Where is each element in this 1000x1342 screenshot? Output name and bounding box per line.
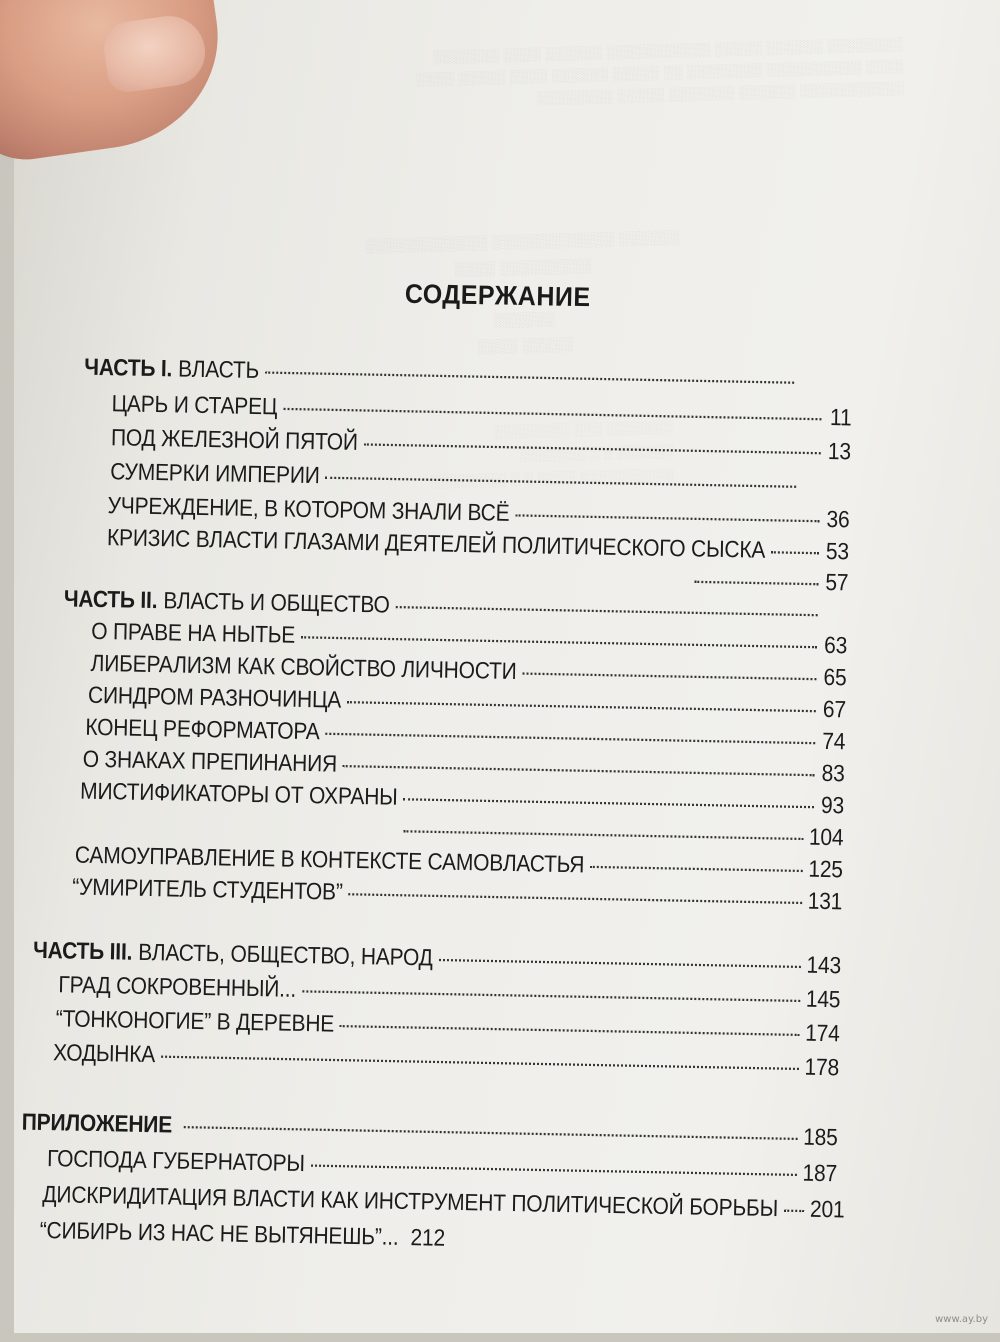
page-number: 67: [822, 697, 847, 724]
entry-title: “СИБИРЬ ИЗ НАС НЕ ВЫТЯНЕШЬ”...: [39, 1218, 398, 1252]
dot-leader: [439, 959, 801, 968]
dot-leader: [340, 1025, 799, 1036]
page-number: 11: [827, 405, 852, 432]
page-number: 143: [806, 952, 841, 980]
entry-title: ПОД ЖЕЛЕЗНОЙ ПЯТОЙ: [111, 425, 358, 457]
dot-leader: [349, 893, 802, 904]
page-title: СОДЕРЖАНИЕ: [397, 279, 598, 314]
page-number: 104: [809, 825, 844, 853]
page-number: 13: [827, 439, 852, 466]
dot-leader: [403, 830, 803, 840]
page-number: 185: [803, 1124, 838, 1152]
dot-leader: [404, 798, 815, 808]
entry-title: КРИЗИС ВЛАСТИ ГЛАЗАМИ ДЕЯТЕЛЕЙ ПОЛИТИЧЕСКОГО СЫСКА: [107, 525, 766, 565]
page-number: 63: [823, 633, 848, 660]
entry-title: ХОДЫНКА: [53, 1040, 156, 1069]
part-number: ЧАСТЬ II.: [64, 586, 158, 614]
entry-title: МИСТИФИКАТОРЫ ОТ ОХРАНЫ: [80, 779, 398, 812]
dot-leader: [590, 866, 802, 872]
dot-leader: [364, 443, 821, 454]
toc-entry: [111, 391, 851, 432]
entry-title: ГОСПОДА ГУБЕРНАТОРЫ: [47, 1146, 305, 1178]
part-number: ЧАСТЬ III.: [33, 938, 133, 966]
page-number: 212: [410, 1225, 445, 1253]
dot-leader: [771, 551, 819, 554]
page-number: 74: [821, 729, 846, 756]
entry-title: “ТОНКОНОГИЕ” В ДЕРЕВНЕ: [56, 1006, 335, 1038]
entry-title: ГРАД СОКРОВЕННЫЙ...: [58, 972, 296, 1003]
dot-leader: [396, 606, 818, 616]
dot-leader: [326, 477, 797, 488]
page-number: 201: [810, 1197, 837, 1224]
page-number: 131: [807, 889, 842, 917]
entry-title: СИНДРОМ РАЗНОЧИНЦА: [88, 683, 342, 715]
entry-title: КОНЕЦ РЕФОРМАТОРА: [85, 715, 320, 746]
bleed-through-credits: ░░░░░░░ ░░░ ░░░░░░░░ ░░░░░░ ░ ░ ░░░░░░░ ░░░░░░░░░░ ░░░░ ░ ░ ░░░░░░░░: [313, 415, 675, 497]
dot-leader: [265, 371, 794, 383]
page-number: 93: [820, 793, 845, 820]
page-number: 145: [806, 986, 841, 1014]
dot-leader: [515, 514, 819, 522]
toc-entry-continued: [688, 567, 848, 597]
dot-leader: [343, 765, 815, 776]
page-number: 57: [824, 570, 849, 597]
dot-leader: [326, 733, 816, 745]
entry-title: “УМИРИТЕЛЬ СТУДЕНТОВ”: [72, 874, 343, 906]
entry-title: ЦАРЬ И СТАРЕЦ: [111, 391, 277, 421]
dot-leader: [784, 1210, 804, 1213]
toc-entry: [53, 1040, 839, 1082]
dot-leader: [522, 672, 816, 680]
entry-title: ВЛАСТЬ, ОБЩЕСТВО, НАРОД: [138, 940, 433, 971]
page-number: 174: [805, 1020, 840, 1048]
entry-title: СУМЕРКИ ИМПЕРИИ: [110, 459, 320, 490]
bleed-through-imprint: ░░░░░░ ░░░░░░░░░░░░ ░░░░░░░░░░░░ ░░░░░░░░░ ░░░░ ░░░░░░ ░░░░░ ░░░░: [312, 222, 735, 364]
entry-title: О ПРАВЕ НА НЫТЬЕ: [91, 619, 295, 650]
appendix-title: ПРИЛОЖЕНИЕ: [22, 1109, 173, 1138]
dot-leader: [184, 1126, 797, 1140]
toc-entry: [47, 1146, 837, 1188]
toc-entry: [111, 425, 851, 466]
entry-title: САМОУПРАВЛЕНИЕ В КОНТЕКСТЕ САМОВЛАСТЬЯ: [75, 842, 585, 879]
dot-leader: [347, 701, 816, 712]
watermark: www.ay.by: [935, 1314, 988, 1325]
page-number: 65: [822, 665, 847, 692]
dot-leader: [283, 408, 821, 421]
page-number: 187: [802, 1160, 837, 1188]
page-number: 83: [820, 761, 845, 788]
entry-title: УЧРЕЖДЕНИЕ, В КОТОРОМ ЗНАЛИ ВСЁ: [107, 493, 509, 528]
dot-leader: [301, 636, 817, 648]
dot-leader: [311, 1164, 797, 1176]
toc-entry: [110, 459, 826, 500]
entry-title: ВЛАСТЬ И ОБЩЕСТВО: [163, 588, 390, 618]
part-number: ЧАСТЬ I.: [84, 355, 172, 382]
dot-leader: [161, 1056, 798, 1070]
toc-part-heading: [84, 355, 824, 396]
toc-entry: [42, 1182, 836, 1224]
toc-appendix-heading: [22, 1109, 838, 1152]
bleed-through-text: ░░░░░░░░ ░░░░░░ ░░░░░ ░░░░░░░░░░░ ░░░░░░ ░░░░ ░░░░░░░ ░░░░ ░░░░░░░░░░ ░░░░░░░░ ░░ ░░░░░ ░░░░░░ ░░░░ ░░░░░ ░░░░ ░░░░░░░░░░░ ░░░░░░ ░░░░░░░ ░░░░░ ░░░░░░░░: [263, 33, 905, 117]
dot-leader: [302, 990, 800, 1002]
entry-title: О ЗНАКАХ ПРЕПИНАНИЯ: [83, 747, 338, 779]
entry-title: ЛИБЕРАЛИЗМ КАК СВОЙСТВО ЛИЧНОСТИ: [90, 651, 516, 686]
page-number: 53: [825, 539, 850, 566]
entry-title: ВЛАСТЬ: [178, 356, 259, 383]
toc-entry-continued: [397, 817, 843, 852]
page-number: 178: [804, 1054, 839, 1082]
dot-leader: [694, 581, 818, 586]
page-number: 125: [808, 857, 843, 885]
entry-title: ДИСКРИДИТАЦИЯ ВЛАСТИ КАК ИНСТРУМЕНТ ПОЛИТИЧЕСКОЙ БОРЬБЫ: [42, 1182, 778, 1223]
page-number: 36: [825, 507, 850, 534]
toc-entry: [39, 1218, 835, 1260]
